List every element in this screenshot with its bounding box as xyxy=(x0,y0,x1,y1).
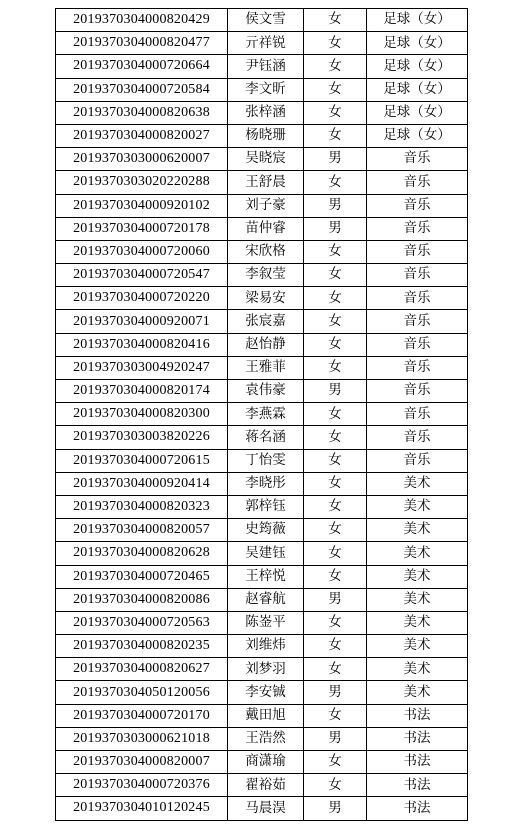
student-name-cell: 刘子豪 xyxy=(228,194,304,217)
student-name-cell: 袁伟豪 xyxy=(228,380,304,403)
table-row xyxy=(56,403,468,426)
student-id-cell: 2019370304000920071 xyxy=(56,310,228,333)
student-name-cell: 丁怡雯 xyxy=(228,449,304,472)
table-row xyxy=(56,356,468,379)
table-row xyxy=(56,101,468,124)
student-id-cell: 2019370304000920102 xyxy=(56,194,228,217)
student-name-cell: 陈崟平 xyxy=(228,611,304,634)
student-name-cell: 李叙莹 xyxy=(228,264,304,287)
program-cell: 美术 xyxy=(367,472,468,495)
gender-cell: 男 xyxy=(304,148,367,171)
student-id-cell: 2019370304000720465 xyxy=(56,565,228,588)
student-id-cell: 2019370304000820477 xyxy=(56,32,228,55)
gender-cell: 男 xyxy=(304,217,367,240)
student-id-cell: 2019370304000820057 xyxy=(56,519,228,542)
student-id-cell: 2019370304050120056 xyxy=(56,681,228,704)
gender-cell: 女 xyxy=(304,635,367,658)
student-id-cell: 2019370304000820628 xyxy=(56,542,228,565)
table-row xyxy=(56,519,468,542)
program-cell: 音乐 xyxy=(367,287,468,310)
student-name-cell: 尹钰涵 xyxy=(228,55,304,78)
student-id-cell: 2019370304000720547 xyxy=(56,264,228,287)
program-cell: 书法 xyxy=(367,704,468,727)
gender-cell: 女 xyxy=(304,403,367,426)
student-name-cell: 宋欣格 xyxy=(228,240,304,263)
student-id-cell: 2019370304000820627 xyxy=(56,658,228,681)
student-name-cell: 张梓涵 xyxy=(228,101,304,124)
gender-cell: 男 xyxy=(304,727,367,750)
table-row xyxy=(56,774,468,797)
student-name-cell: 李燕霖 xyxy=(228,403,304,426)
program-cell: 音乐 xyxy=(367,356,468,379)
gender-cell: 男 xyxy=(304,380,367,403)
student-name-cell: 王雅菲 xyxy=(228,356,304,379)
student-id-cell: 2019370304000820300 xyxy=(56,403,228,426)
table-row xyxy=(56,148,468,171)
student-name-cell: 史筠薇 xyxy=(228,519,304,542)
student-id-cell: 2019370304000820027 xyxy=(56,124,228,147)
program-cell: 音乐 xyxy=(367,240,468,263)
table-row xyxy=(56,55,468,78)
student-name-cell: 戴田旭 xyxy=(228,704,304,727)
program-cell: 音乐 xyxy=(367,403,468,426)
student-name-cell: 李文昕 xyxy=(228,78,304,101)
gender-cell: 女 xyxy=(304,704,367,727)
program-cell: 美术 xyxy=(367,565,468,588)
program-cell: 书法 xyxy=(367,797,468,820)
student-name-cell: 赵睿航 xyxy=(228,588,304,611)
student-name-cell: 商潇瑜 xyxy=(228,751,304,774)
gender-cell: 女 xyxy=(304,519,367,542)
student-name-cell: 李晓彤 xyxy=(228,472,304,495)
gender-cell: 女 xyxy=(304,611,367,634)
program-cell: 音乐 xyxy=(367,380,468,403)
gender-cell: 女 xyxy=(304,124,367,147)
table-row xyxy=(56,542,468,565)
gender-cell: 女 xyxy=(304,32,367,55)
gender-cell: 女 xyxy=(304,240,367,263)
gender-cell: 女 xyxy=(304,78,367,101)
program-cell: 音乐 xyxy=(367,333,468,356)
table-row xyxy=(56,449,468,472)
program-cell: 足球（女） xyxy=(367,124,468,147)
table-row xyxy=(56,426,468,449)
student-name-cell: 吴晓宸 xyxy=(228,148,304,171)
student-name-cell: 蒋名涵 xyxy=(228,426,304,449)
gender-cell: 女 xyxy=(304,426,367,449)
program-cell: 美术 xyxy=(367,495,468,518)
program-cell: 音乐 xyxy=(367,449,468,472)
gender-cell: 女 xyxy=(304,287,367,310)
student-id-cell: 2019370304000720664 xyxy=(56,55,228,78)
student-id-cell: 2019370304000720220 xyxy=(56,287,228,310)
program-cell: 足球（女） xyxy=(367,9,468,32)
program-cell: 音乐 xyxy=(367,194,468,217)
program-cell: 美术 xyxy=(367,635,468,658)
gender-cell: 男 xyxy=(304,588,367,611)
gender-cell: 女 xyxy=(304,333,367,356)
program-cell: 书法 xyxy=(367,774,468,797)
table-row xyxy=(56,588,468,611)
program-cell: 足球（女） xyxy=(367,78,468,101)
student-id-cell: 2019370304000820323 xyxy=(56,495,228,518)
table-row xyxy=(56,217,468,240)
student-id-cell: 2019370303000620007 xyxy=(56,148,228,171)
student-id-cell: 2019370303004920247 xyxy=(56,356,228,379)
student-id-cell: 2019370304000720563 xyxy=(56,611,228,634)
student-id-cell: 2019370303020220288 xyxy=(56,171,228,194)
gender-cell: 女 xyxy=(304,542,367,565)
gender-cell: 女 xyxy=(304,264,367,287)
roster-body xyxy=(56,9,468,821)
student-id-cell: 2019370304000820416 xyxy=(56,333,228,356)
student-id-cell: 2019370304000720178 xyxy=(56,217,228,240)
program-cell: 音乐 xyxy=(367,148,468,171)
program-cell: 音乐 xyxy=(367,426,468,449)
student-id-cell: 2019370304000820174 xyxy=(56,380,228,403)
student-id-cell: 2019370304000820429 xyxy=(56,9,228,32)
student-id-cell: 2019370304010120245 xyxy=(56,797,228,820)
student-id-cell: 2019370304000820638 xyxy=(56,101,228,124)
program-cell: 音乐 xyxy=(367,264,468,287)
program-cell: 足球（女） xyxy=(367,101,468,124)
student-name-cell: 张宸嘉 xyxy=(228,310,304,333)
student-id-cell: 2019370304000820235 xyxy=(56,635,228,658)
gender-cell: 女 xyxy=(304,495,367,518)
student-name-cell: 刘维炜 xyxy=(228,635,304,658)
student-id-cell: 2019370303000621018 xyxy=(56,727,228,750)
student-name-cell: 吴建钰 xyxy=(228,542,304,565)
table-row xyxy=(56,171,468,194)
student-name-cell: 翟裕茹 xyxy=(228,774,304,797)
student-name-cell: 侯文雪 xyxy=(228,9,304,32)
table-row xyxy=(56,472,468,495)
program-cell: 足球（女） xyxy=(367,32,468,55)
program-cell: 足球（女） xyxy=(367,55,468,78)
table-row xyxy=(56,333,468,356)
student-name-cell: 王梓悦 xyxy=(228,565,304,588)
gender-cell: 女 xyxy=(304,356,367,379)
gender-cell: 女 xyxy=(304,565,367,588)
student-name-cell: 赵怡静 xyxy=(228,333,304,356)
program-cell: 美术 xyxy=(367,611,468,634)
gender-cell: 男 xyxy=(304,194,367,217)
gender-cell: 男 xyxy=(304,797,367,820)
program-cell: 美术 xyxy=(367,588,468,611)
student-id-cell: 2019370303003820226 xyxy=(56,426,228,449)
student-roster-table xyxy=(55,8,468,821)
gender-cell: 女 xyxy=(304,751,367,774)
table-row xyxy=(56,194,468,217)
program-cell: 美术 xyxy=(367,658,468,681)
table-row xyxy=(56,611,468,634)
student-id-cell: 2019370304000820007 xyxy=(56,751,228,774)
student-name-cell: 马晨淏 xyxy=(228,797,304,820)
student-name-cell: 苗仲睿 xyxy=(228,217,304,240)
table-row xyxy=(56,264,468,287)
student-id-cell: 2019370304000920414 xyxy=(56,472,228,495)
student-name-cell: 郭梓钰 xyxy=(228,495,304,518)
student-id-cell: 2019370304000720584 xyxy=(56,78,228,101)
table-row xyxy=(56,565,468,588)
gender-cell: 女 xyxy=(304,449,367,472)
student-name-cell: 刘梦羽 xyxy=(228,658,304,681)
program-cell: 书法 xyxy=(367,727,468,750)
table-row xyxy=(56,287,468,310)
program-cell: 音乐 xyxy=(367,217,468,240)
gender-cell: 女 xyxy=(304,774,367,797)
table-row xyxy=(56,658,468,681)
student-id-cell: 2019370304000820086 xyxy=(56,588,228,611)
student-id-cell: 2019370304000720060 xyxy=(56,240,228,263)
student-name-cell: 王舒晨 xyxy=(228,171,304,194)
table-row xyxy=(56,797,468,820)
table-row xyxy=(56,380,468,403)
program-cell: 书法 xyxy=(367,751,468,774)
program-cell: 美术 xyxy=(367,542,468,565)
student-id-cell: 2019370304000720170 xyxy=(56,704,228,727)
student-id-cell: 2019370304000720376 xyxy=(56,774,228,797)
table-row xyxy=(56,635,468,658)
gender-cell: 女 xyxy=(304,171,367,194)
table-row xyxy=(56,78,468,101)
table-row xyxy=(56,124,468,147)
program-cell: 音乐 xyxy=(367,171,468,194)
table-row xyxy=(56,310,468,333)
student-id-cell: 2019370304000720615 xyxy=(56,449,228,472)
table-row xyxy=(56,681,468,704)
gender-cell: 男 xyxy=(304,681,367,704)
table-row xyxy=(56,751,468,774)
table-row xyxy=(56,240,468,263)
student-name-cell: 梁易安 xyxy=(228,287,304,310)
student-name-cell: 亓祥锐 xyxy=(228,32,304,55)
program-cell: 美术 xyxy=(367,681,468,704)
gender-cell: 女 xyxy=(304,55,367,78)
table-row xyxy=(56,495,468,518)
program-cell: 美术 xyxy=(367,519,468,542)
table-row xyxy=(56,704,468,727)
gender-cell: 女 xyxy=(304,658,367,681)
gender-cell: 女 xyxy=(304,472,367,495)
table-row xyxy=(56,32,468,55)
program-cell: 音乐 xyxy=(367,310,468,333)
gender-cell: 女 xyxy=(304,9,367,32)
table-row xyxy=(56,727,468,750)
gender-cell: 女 xyxy=(304,101,367,124)
gender-cell: 女 xyxy=(304,310,367,333)
student-name-cell: 杨晓珊 xyxy=(228,124,304,147)
student-name-cell: 李安铖 xyxy=(228,681,304,704)
student-name-cell: 王浩然 xyxy=(228,727,304,750)
table-row xyxy=(56,9,468,32)
